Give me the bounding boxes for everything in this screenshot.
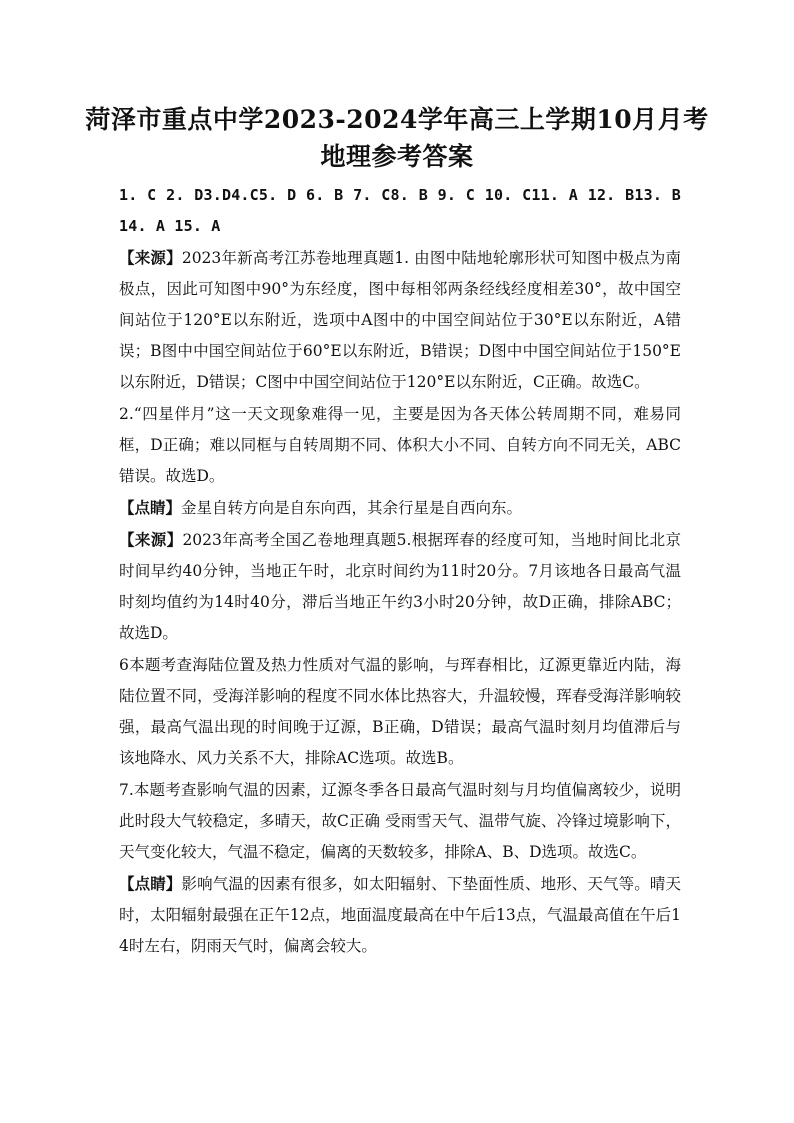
paragraph-highlight-1 [119,492,681,524]
paragraph-explanation-2 [119,398,681,492]
paragraph-text: 2023年新高考江苏卷地理真题1. 由图中陆地轮廓形状可知图中极点为南极点，因此可知图中90°为东经度，图中每相邻两条经线经度相差30°，故中国空间站位于120°E以东附近，选项中A图中的中国空间站位于30°E以东附近，A错误；B图中中国空间站位于60°E以东附近，B错误；D图中中国空间站位于150°E以东附近，D错误；C图中中国空间站位于120°E以东附近，C正确。故选C。 [119,249,681,391]
paragraph-text: 金星自转方向是自东向西，其余行星是自西向东。 [181,499,523,517]
document-body [119,180,681,962]
answer-key: 1. C 2. D3.D4.C5. D 6. B 7. C8. B 9. C 10. C11. A 12. B13. B 14. A 15. A [119,186,681,235]
paragraph-text: 2023年高考全国乙卷地理真题5.根据珲春的经度可知，当地时间比北京时间早约40分钟，当地正午时，北京时间约为11时20分。7月该地各日最高气温时刻均值约为14时40分，滞后当地正午约3小时20分钟，故D正确，排除ABC；故选D。 [119,531,681,642]
paragraph-source-2 [119,524,681,649]
paragraph-highlight-2 [119,868,681,962]
paragraph-text: 影响气温的因素有很多，如太阳辐射、下垫面性质、地形、天气等。晴天时，太阳辐射最强在正午12点，地面温度最高在中午后13点，气温最高值在午后14时左右，阴雨天气时，偏离会较大。 [119,875,681,955]
document-subtitle: 地理参考答案 [320,142,474,171]
paragraph-tag: 【点睛】 [119,874,182,893]
paragraph-text: 2.“四星伴月”这一天文现象难得一见，主要是因为各天体公转周期不同，难易同框，D正确；难以同框与自转周期不同、体积大小不同、自转方向不同无关，ABC错误。故选D。 [119,405,681,485]
paragraph-explanation-6 [119,649,681,774]
paragraph-explanation-7 [119,774,681,868]
document-title: 菏泽市重点中学2023-2024学年高三上学期10月月考 [85,105,709,134]
paragraph-tag: 【来源】 [119,530,183,549]
paragraph-tag: 【来源】 [119,248,182,267]
paragraph-tag: 【点睛】 [119,498,182,517]
paragraph-text: 7.本题考查影响气温的因素，辽源冬季各日最高气温时刻与月均值偏离较少，说明此时段大气较稳定，多晴天，故C正确 受雨雪天气、温带气旋、冷锋过境影响下，天气变化较大，气温不稳定，偏离的天数较多，排除A、B、D选项。故选C。 [119,781,681,861]
paragraph-source-1 [119,242,681,398]
paragraph-text: 6本题考查海陆位置及热力性质对气温的影响，与珲春相比，辽源更靠近内陆，海陆位置不同，受海洋影响的程度不同水体比热容大，升温较慢，珲春受海洋影响较强，最高气温出现的时间晚于辽源，B正确，D错误；最高气温时刻月均值滞后与该地降水、风力关系不大，排除AC选项。故选B。 [119,656,681,767]
